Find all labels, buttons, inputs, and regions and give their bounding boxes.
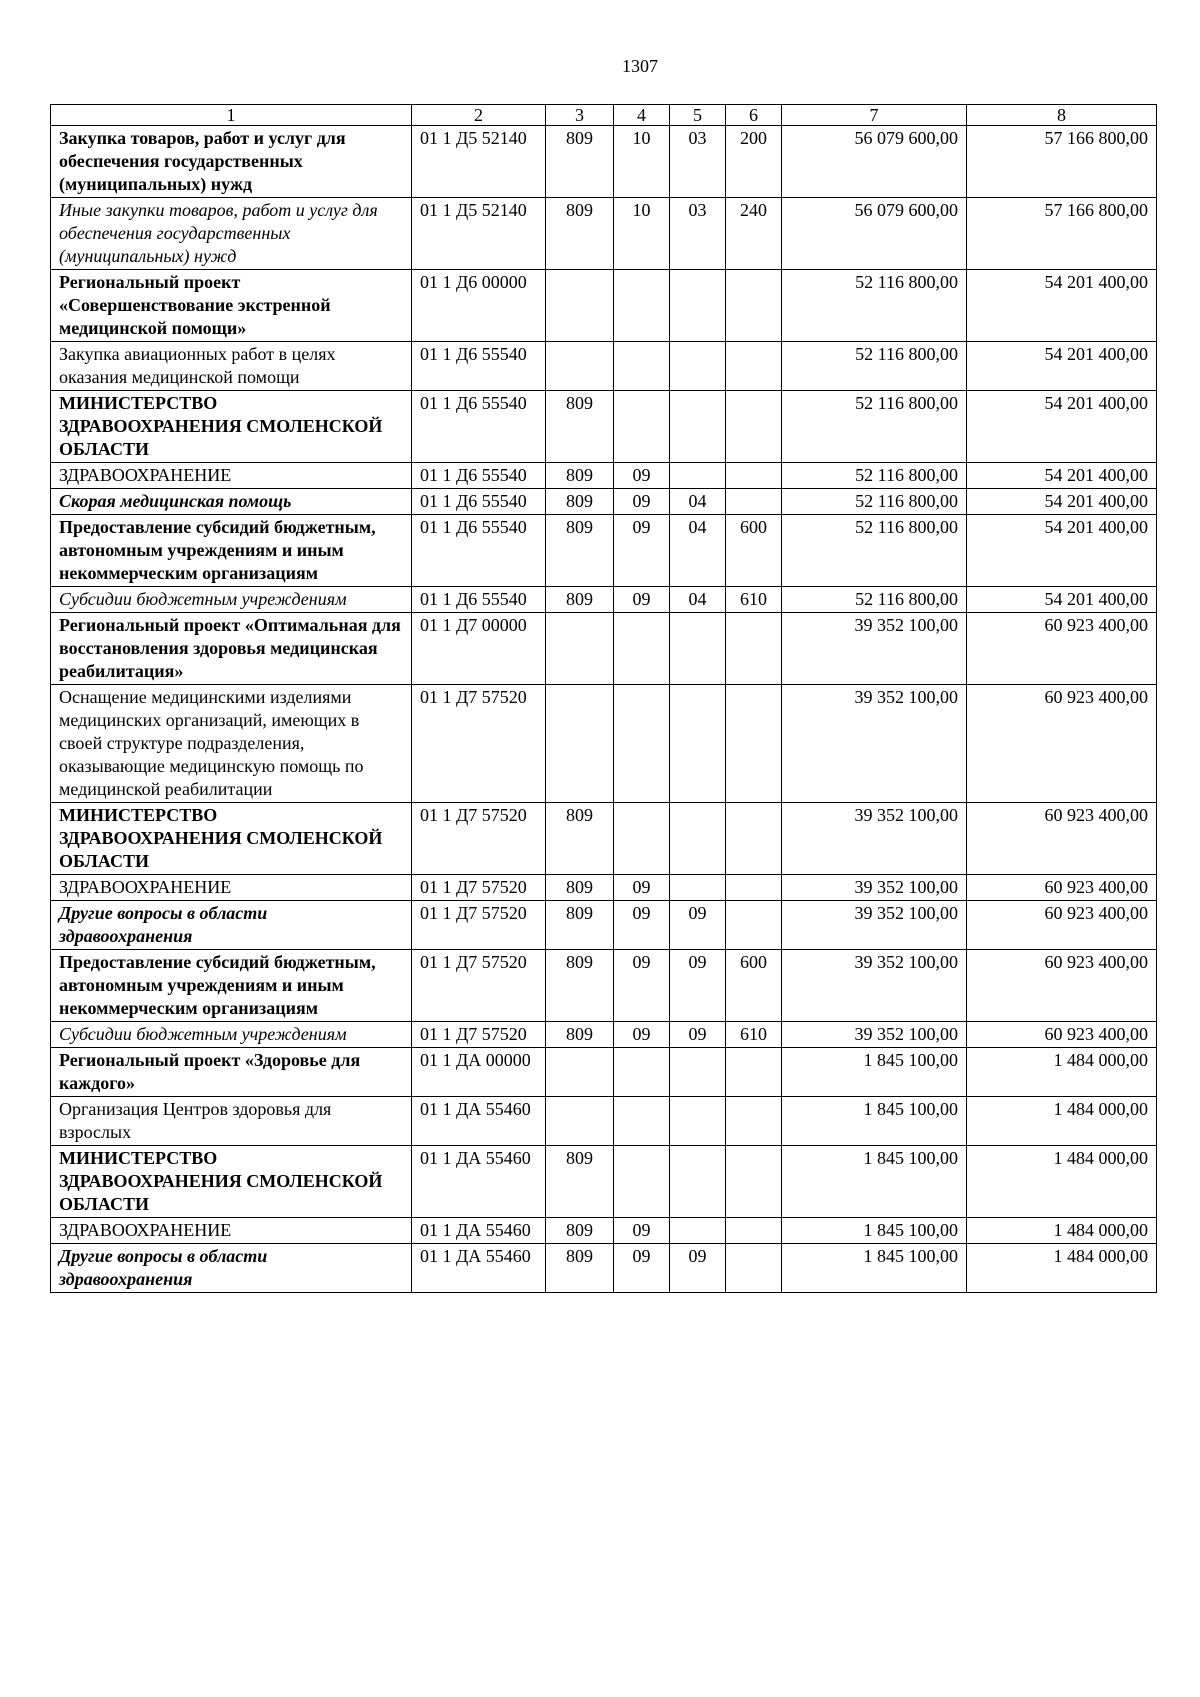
amount-year2-cell: 54 201 400,00 bbox=[967, 463, 1157, 489]
subsection-code-cell: 03 bbox=[670, 198, 726, 270]
ministry-code-cell: 809 bbox=[546, 198, 614, 270]
amount-year2-cell: 54 201 400,00 bbox=[967, 587, 1157, 613]
target-code-cell: 01 1 Д6 55540 bbox=[412, 489, 546, 515]
row-name-cell: ЗДРАВООХРАНЕНИЕ bbox=[51, 1218, 412, 1244]
target-code-cell: 01 1 ДА 55460 bbox=[412, 1218, 546, 1244]
ministry-code-cell: 809 bbox=[546, 1022, 614, 1048]
expense-type-cell bbox=[726, 270, 782, 342]
amount-year1-cell: 52 116 800,00 bbox=[782, 391, 967, 463]
amount-year2-cell: 1 484 000,00 bbox=[967, 1218, 1157, 1244]
subsection-code-cell bbox=[670, 463, 726, 489]
amount-year1-cell: 52 116 800,00 bbox=[782, 587, 967, 613]
section-code-cell: 10 bbox=[614, 198, 670, 270]
row-name-cell: Другие вопросы в области здравоохранения bbox=[51, 1244, 412, 1293]
ministry-code-cell: 809 bbox=[546, 391, 614, 463]
section-code-cell bbox=[614, 391, 670, 463]
row-name-cell: Региональный проект «Оптимальная для восстановления здоровья медицинская реабилитация» bbox=[51, 613, 412, 685]
amount-year2-cell: 1 484 000,00 bbox=[967, 1146, 1157, 1218]
section-code-cell bbox=[614, 685, 670, 803]
row-name-cell: ЗДРАВООХРАНЕНИЕ bbox=[51, 875, 412, 901]
expense-type-cell: 200 bbox=[726, 126, 782, 198]
column-header: 7 bbox=[782, 105, 967, 126]
table-row bbox=[51, 587, 1157, 613]
target-code-cell: 01 1 ДА 55460 bbox=[412, 1244, 546, 1293]
row-name-cell: Предоставление субсидий бюджетным, автономным учреждениям и иным некоммерческим организациям bbox=[51, 515, 412, 587]
amount-year1-cell: 52 116 800,00 bbox=[782, 463, 967, 489]
amount-year1-cell: 1 845 100,00 bbox=[782, 1218, 967, 1244]
budget-table bbox=[50, 104, 1157, 1293]
row-name-cell: Иные закупки товаров, работ и услуг для обеспечения государственных (муниципальных) нужд bbox=[51, 198, 412, 270]
expense-type-cell bbox=[726, 342, 782, 391]
row-name-cell: Субсидии бюджетным учреждениям bbox=[51, 587, 412, 613]
table-row bbox=[51, 1244, 1157, 1293]
ministry-code-cell bbox=[546, 1048, 614, 1097]
expense-type-cell bbox=[726, 1218, 782, 1244]
expense-type-cell bbox=[726, 803, 782, 875]
amount-year2-cell: 60 923 400,00 bbox=[967, 901, 1157, 950]
row-name-cell: Закупка товаров, работ и услуг для обеспечения государственных (муниципальных) нужд bbox=[51, 126, 412, 198]
amount-year1-cell: 39 352 100,00 bbox=[782, 803, 967, 875]
expense-type-cell bbox=[726, 613, 782, 685]
table-row bbox=[51, 1022, 1157, 1048]
table-row bbox=[51, 342, 1157, 391]
table-row bbox=[51, 685, 1157, 803]
subsection-code-cell: 04 bbox=[670, 515, 726, 587]
amount-year2-cell: 60 923 400,00 bbox=[967, 803, 1157, 875]
ministry-code-cell: 809 bbox=[546, 126, 614, 198]
expense-type-cell: 240 bbox=[726, 198, 782, 270]
expense-type-cell bbox=[726, 1097, 782, 1146]
ministry-code-cell: 809 bbox=[546, 489, 614, 515]
amount-year2-cell: 54 201 400,00 bbox=[967, 342, 1157, 391]
ministry-code-cell bbox=[546, 613, 614, 685]
amount-year2-cell: 57 166 800,00 bbox=[967, 126, 1157, 198]
target-code-cell: 01 1 Д7 57520 bbox=[412, 803, 546, 875]
section-code-cell: 09 bbox=[614, 587, 670, 613]
column-header: 4 bbox=[614, 105, 670, 126]
table-row bbox=[51, 126, 1157, 198]
row-name-cell: Закупка авиационных работ в целях оказания медицинской помощи bbox=[51, 342, 412, 391]
column-header: 8 bbox=[967, 105, 1157, 126]
amount-year1-cell: 52 116 800,00 bbox=[782, 515, 967, 587]
expense-type-cell bbox=[726, 391, 782, 463]
subsection-code-cell: 09 bbox=[670, 950, 726, 1022]
subsection-code-cell: 09 bbox=[670, 1244, 726, 1293]
ministry-code-cell: 809 bbox=[546, 803, 614, 875]
subsection-code-cell bbox=[670, 613, 726, 685]
amount-year1-cell: 1 845 100,00 bbox=[782, 1048, 967, 1097]
amount-year1-cell: 1 845 100,00 bbox=[782, 1146, 967, 1218]
amount-year2-cell: 60 923 400,00 bbox=[967, 1022, 1157, 1048]
table-row bbox=[51, 613, 1157, 685]
amount-year1-cell: 52 116 800,00 bbox=[782, 489, 967, 515]
amount-year1-cell: 56 079 600,00 bbox=[782, 198, 967, 270]
row-name-cell: Другие вопросы в области здравоохранения bbox=[51, 901, 412, 950]
target-code-cell: 01 1 Д7 00000 bbox=[412, 613, 546, 685]
row-name-cell: МИНИСТЕРСТВО ЗДРАВООХРАНЕНИЯ СМОЛЕНСКОЙ ОБЛАСТИ bbox=[51, 1146, 412, 1218]
amount-year2-cell: 54 201 400,00 bbox=[967, 489, 1157, 515]
expense-type-cell: 610 bbox=[726, 587, 782, 613]
target-code-cell: 01 1 Д5 52140 bbox=[412, 198, 546, 270]
amount-year2-cell: 54 201 400,00 bbox=[967, 515, 1157, 587]
amount-year1-cell: 39 352 100,00 bbox=[782, 901, 967, 950]
amount-year2-cell: 1 484 000,00 bbox=[967, 1244, 1157, 1293]
section-code-cell: 09 bbox=[614, 901, 670, 950]
amount-year2-cell: 1 484 000,00 bbox=[967, 1097, 1157, 1146]
target-code-cell: 01 1 Д7 57520 bbox=[412, 950, 546, 1022]
subsection-code-cell bbox=[670, 803, 726, 875]
target-code-cell: 01 1 Д6 55540 bbox=[412, 463, 546, 489]
expense-type-cell bbox=[726, 1244, 782, 1293]
section-code-cell bbox=[614, 1097, 670, 1146]
section-code-cell: 09 bbox=[614, 950, 670, 1022]
section-code-cell: 09 bbox=[614, 1244, 670, 1293]
amount-year1-cell: 52 116 800,00 bbox=[782, 270, 967, 342]
row-name-cell: Организация Центров здоровья для взрослых bbox=[51, 1097, 412, 1146]
table-row bbox=[51, 950, 1157, 1022]
expense-type-cell bbox=[726, 901, 782, 950]
row-name-cell: Скорая медицинская помощь bbox=[51, 489, 412, 515]
section-code-cell: 09 bbox=[614, 463, 670, 489]
section-code-cell: 09 bbox=[614, 489, 670, 515]
target-code-cell: 01 1 Д6 55540 bbox=[412, 587, 546, 613]
expense-type-cell bbox=[726, 875, 782, 901]
target-code-cell: 01 1 Д7 57520 bbox=[412, 875, 546, 901]
expense-type-cell: 610 bbox=[726, 1022, 782, 1048]
amount-year1-cell: 39 352 100,00 bbox=[782, 613, 967, 685]
subsection-code-cell bbox=[670, 875, 726, 901]
target-code-cell: 01 1 ДА 55460 bbox=[412, 1097, 546, 1146]
ministry-code-cell: 809 bbox=[546, 1218, 614, 1244]
section-code-cell: 09 bbox=[614, 1022, 670, 1048]
ministry-code-cell: 809 bbox=[546, 1244, 614, 1293]
subsection-code-cell bbox=[670, 1218, 726, 1244]
column-header: 5 bbox=[670, 105, 726, 126]
section-code-cell: 09 bbox=[614, 1218, 670, 1244]
subsection-code-cell: 04 bbox=[670, 489, 726, 515]
row-name-cell: МИНИСТЕРСТВО ЗДРАВООХРАНЕНИЯ СМОЛЕНСКОЙ ОБЛАСТИ bbox=[51, 391, 412, 463]
amount-year2-cell: 57 166 800,00 bbox=[967, 198, 1157, 270]
amount-year1-cell: 1 845 100,00 bbox=[782, 1097, 967, 1146]
ministry-code-cell: 809 bbox=[546, 463, 614, 489]
section-code-cell: 09 bbox=[614, 875, 670, 901]
subsection-code-cell bbox=[670, 1048, 726, 1097]
section-code-cell: 09 bbox=[614, 515, 670, 587]
ministry-code-cell: 809 bbox=[546, 875, 614, 901]
amount-year1-cell: 39 352 100,00 bbox=[782, 685, 967, 803]
page-number: 1307 bbox=[622, 56, 658, 76]
subsection-code-cell bbox=[670, 685, 726, 803]
expense-type-cell bbox=[726, 1146, 782, 1218]
section-code-cell bbox=[614, 270, 670, 342]
expense-type-cell bbox=[726, 685, 782, 803]
amount-year1-cell: 39 352 100,00 bbox=[782, 1022, 967, 1048]
target-code-cell: 01 1 Д7 57520 bbox=[412, 685, 546, 803]
amount-year1-cell: 1 845 100,00 bbox=[782, 1244, 967, 1293]
subsection-code-cell bbox=[670, 270, 726, 342]
subsection-code-cell: 03 bbox=[670, 126, 726, 198]
ministry-code-cell: 809 bbox=[546, 950, 614, 1022]
section-code-cell bbox=[614, 342, 670, 391]
target-code-cell: 01 1 Д6 55540 bbox=[412, 391, 546, 463]
amount-year1-cell: 52 116 800,00 bbox=[782, 342, 967, 391]
table-row bbox=[51, 803, 1157, 875]
expense-type-cell bbox=[726, 489, 782, 515]
target-code-cell: 01 1 Д6 00000 bbox=[412, 270, 546, 342]
table-row bbox=[51, 270, 1157, 342]
subsection-code-cell: 09 bbox=[670, 1022, 726, 1048]
target-code-cell: 01 1 Д7 57520 bbox=[412, 1022, 546, 1048]
target-code-cell: 01 1 ДА 55460 bbox=[412, 1146, 546, 1218]
amount-year2-cell: 60 923 400,00 bbox=[967, 875, 1157, 901]
column-number-row bbox=[51, 105, 1157, 126]
amount-year2-cell: 54 201 400,00 bbox=[967, 270, 1157, 342]
table-row bbox=[51, 515, 1157, 587]
expense-type-cell: 600 bbox=[726, 950, 782, 1022]
amount-year2-cell: 60 923 400,00 bbox=[967, 613, 1157, 685]
target-code-cell: 01 1 Д6 55540 bbox=[412, 342, 546, 391]
expense-type-cell: 600 bbox=[726, 515, 782, 587]
expense-type-cell bbox=[726, 1048, 782, 1097]
ministry-code-cell: 809 bbox=[546, 1146, 614, 1218]
table-row bbox=[51, 1097, 1157, 1146]
table-row bbox=[51, 1218, 1157, 1244]
amount-year1-cell: 39 352 100,00 bbox=[782, 875, 967, 901]
section-code-cell bbox=[614, 1048, 670, 1097]
column-header: 1 bbox=[51, 105, 412, 126]
table-row bbox=[51, 391, 1157, 463]
table-row bbox=[51, 875, 1157, 901]
subsection-code-cell bbox=[670, 1097, 726, 1146]
subsection-code-cell bbox=[670, 342, 726, 391]
table-row bbox=[51, 463, 1157, 489]
row-name-cell: Региональный проект «Здоровье для каждого» bbox=[51, 1048, 412, 1097]
subsection-code-cell: 09 bbox=[670, 901, 726, 950]
ministry-code-cell bbox=[546, 1097, 614, 1146]
row-name-cell: Субсидии бюджетным учреждениям bbox=[51, 1022, 412, 1048]
subsection-code-cell bbox=[670, 1146, 726, 1218]
table-row bbox=[51, 1146, 1157, 1218]
ministry-code-cell bbox=[546, 685, 614, 803]
ministry-code-cell: 809 bbox=[546, 515, 614, 587]
target-code-cell: 01 1 ДА 00000 bbox=[412, 1048, 546, 1097]
expense-type-cell bbox=[726, 463, 782, 489]
target-code-cell: 01 1 Д6 55540 bbox=[412, 515, 546, 587]
amount-year2-cell: 54 201 400,00 bbox=[967, 391, 1157, 463]
target-code-cell: 01 1 Д5 52140 bbox=[412, 126, 546, 198]
ministry-code-cell: 809 bbox=[546, 587, 614, 613]
amount-year2-cell: 1 484 000,00 bbox=[967, 1048, 1157, 1097]
section-code-cell: 10 bbox=[614, 126, 670, 198]
target-code-cell: 01 1 Д7 57520 bbox=[412, 901, 546, 950]
row-name-cell: Предоставление субсидий бюджетным, автономным учреждениям и иным некоммерческим организациям bbox=[51, 950, 412, 1022]
section-code-cell bbox=[614, 803, 670, 875]
column-header: 3 bbox=[546, 105, 614, 126]
table-row bbox=[51, 1048, 1157, 1097]
amount-year1-cell: 39 352 100,00 bbox=[782, 950, 967, 1022]
row-name-cell: Оснащение медицинскими изделиями медицинских организаций, имеющих в своей структуре подразделения, оказывающие медицинскую помощь по медицинской реабилитации bbox=[51, 685, 412, 803]
column-header: 6 bbox=[726, 105, 782, 126]
subsection-code-cell: 04 bbox=[670, 587, 726, 613]
column-header: 2 bbox=[412, 105, 546, 126]
table-row bbox=[51, 489, 1157, 515]
ministry-code-cell bbox=[546, 270, 614, 342]
ministry-code-cell bbox=[546, 342, 614, 391]
ministry-code-cell: 809 bbox=[546, 901, 614, 950]
amount-year1-cell: 56 079 600,00 bbox=[782, 126, 967, 198]
row-name-cell: ЗДРАВООХРАНЕНИЕ bbox=[51, 463, 412, 489]
amount-year2-cell: 60 923 400,00 bbox=[967, 685, 1157, 803]
section-code-cell bbox=[614, 613, 670, 685]
table-row bbox=[51, 198, 1157, 270]
subsection-code-cell bbox=[670, 391, 726, 463]
row-name-cell: МИНИСТЕРСТВО ЗДРАВООХРАНЕНИЯ СМОЛЕНСКОЙ ОБЛАСТИ bbox=[51, 803, 412, 875]
section-code-cell bbox=[614, 1146, 670, 1218]
amount-year2-cell: 60 923 400,00 bbox=[967, 950, 1157, 1022]
table-row bbox=[51, 901, 1157, 950]
row-name-cell: Региональный проект «Совершенствование экстренной медицинской помощи» bbox=[51, 270, 412, 342]
